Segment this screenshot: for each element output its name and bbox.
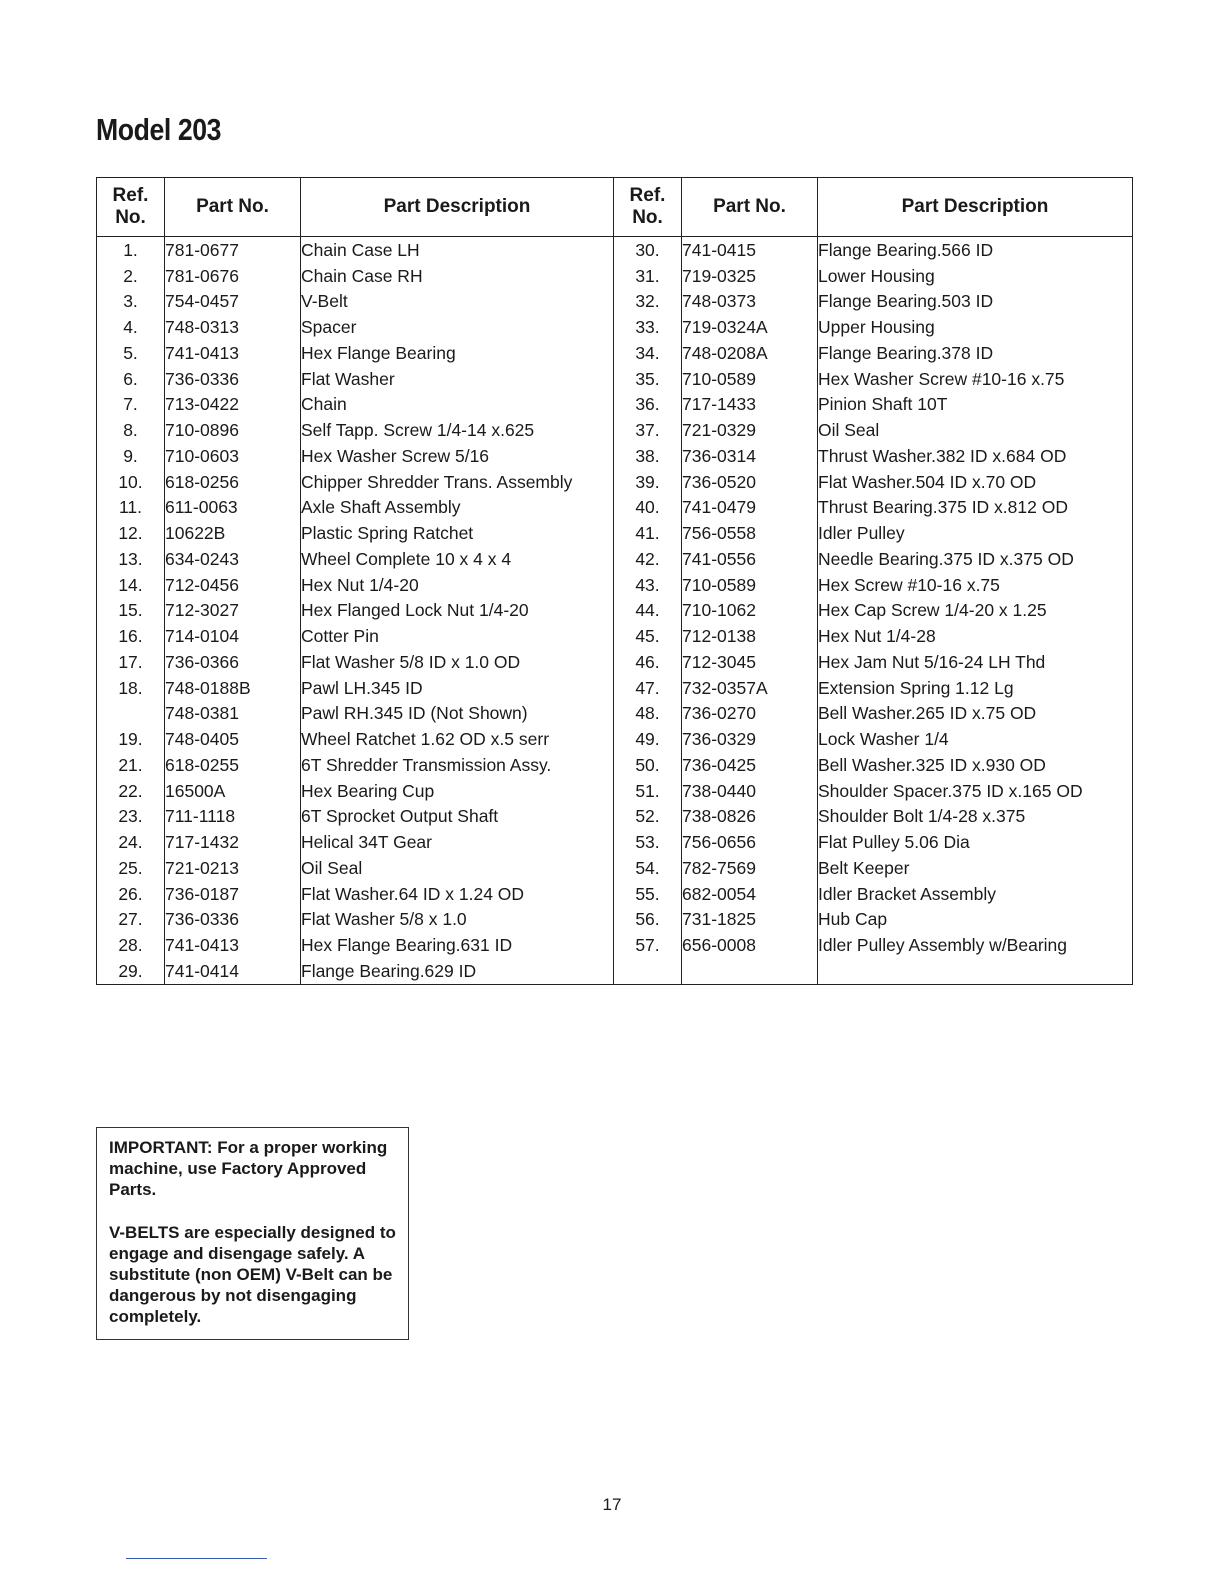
right-desc-cell: Hub Cap	[818, 907, 1133, 933]
right-part-no-cell: 782-7569	[682, 855, 818, 881]
right-ref-cell: 39.	[614, 469, 682, 495]
right-desc-cell: Flange Bearing.566 ID	[818, 237, 1133, 263]
left-part-no-cell: 741-0413	[165, 340, 301, 366]
table-row	[97, 881, 1133, 907]
left-part-no-cell: 736-0336	[165, 366, 301, 392]
right-desc-cell: Lower Housing	[818, 263, 1133, 289]
header-ref-left: Ref. No.	[97, 178, 165, 237]
left-ref-cell: 23.	[97, 804, 165, 830]
left-ref-cell: 15.	[97, 598, 165, 624]
left-part-no-cell: 741-0414	[165, 958, 301, 984]
left-desc-cell: 6T Shredder Transmission Assy.	[301, 752, 614, 778]
left-desc-cell: Cotter Pin	[301, 623, 614, 649]
right-desc-cell: Hex Jam Nut 5/16-24 LH Thd	[818, 649, 1133, 675]
right-ref-cell: 53.	[614, 829, 682, 855]
left-desc-cell: Chain	[301, 392, 614, 418]
parts-table-body	[97, 237, 1133, 985]
right-desc-cell	[818, 958, 1133, 984]
table-row	[97, 289, 1133, 315]
right-desc-cell: Bell Washer.265 ID x.75 OD	[818, 701, 1133, 727]
table-row	[97, 495, 1133, 521]
right-part-no-cell: 719-0325	[682, 263, 818, 289]
table-row	[97, 675, 1133, 701]
left-part-no-cell: 754-0457	[165, 289, 301, 315]
left-part-no-cell: 710-0896	[165, 417, 301, 443]
left-ref-cell: 27.	[97, 907, 165, 933]
left-desc-cell: Oil Seal	[301, 855, 614, 881]
right-desc-cell: Flat Washer.504 ID x.70 OD	[818, 469, 1133, 495]
left-desc-cell: Pawl RH.345 ID (Not Shown)	[301, 701, 614, 727]
right-part-no-cell: 721-0329	[682, 417, 818, 443]
left-desc-cell: Self Tapp. Screw 1/4-14 x.625	[301, 417, 614, 443]
left-part-no-cell: 611-0063	[165, 495, 301, 521]
right-ref-cell: 37.	[614, 417, 682, 443]
right-ref-cell: 40.	[614, 495, 682, 521]
left-ref-cell: 26.	[97, 881, 165, 907]
left-part-no-cell: 711-1118	[165, 804, 301, 830]
left-ref-cell: 18.	[97, 675, 165, 701]
left-desc-cell: Flat Washer 5/8 x 1.0	[301, 907, 614, 933]
right-desc-cell: Extension Spring 1.12 Lg	[818, 675, 1133, 701]
right-part-no-cell: 731-1825	[682, 907, 818, 933]
important-notice-text: IMPORTANT: For a proper working machine, use Factory Approved Parts.	[109, 1138, 388, 1200]
left-part-no-cell: 781-0677	[165, 237, 301, 263]
left-desc-cell: Wheel Ratchet 1.62 OD x.5 serr	[301, 726, 614, 752]
table-row	[97, 417, 1133, 443]
vbelt-warning-text: V-BELTS are especially designed to engage and disengage safely. A substitute (non OEM) V-Belt can be dangerous by not disengaging completely.	[109, 1222, 396, 1327]
left-part-no-cell: 717-1432	[165, 829, 301, 855]
right-ref-cell: 36.	[614, 392, 682, 418]
right-desc-cell: Flange Bearing.378 ID	[818, 340, 1133, 366]
left-ref-cell: 6.	[97, 366, 165, 392]
left-desc-cell: Chain Case LH	[301, 237, 614, 263]
important-notice-box	[96, 1127, 409, 1340]
right-desc-cell: Idler Pulley Assembly w/Bearing	[818, 932, 1133, 958]
table-row	[97, 314, 1133, 340]
right-desc-cell: Hex Washer Screw #10-16 x.75	[818, 366, 1133, 392]
right-ref-cell: 44.	[614, 598, 682, 624]
table-row	[97, 958, 1133, 984]
left-ref-cell: 1.	[97, 237, 165, 263]
right-ref-cell: 41.	[614, 520, 682, 546]
right-part-no-cell: 736-0520	[682, 469, 818, 495]
left-ref-cell: 13.	[97, 546, 165, 572]
table-row	[97, 546, 1133, 572]
right-part-no-cell: 756-0656	[682, 829, 818, 855]
table-row	[97, 237, 1133, 263]
header-part-no-left: Part No.	[165, 178, 301, 237]
right-part-no-cell: 736-0270	[682, 701, 818, 727]
footer-rule	[126, 1558, 267, 1559]
right-ref-cell: 31.	[614, 263, 682, 289]
right-part-no-cell: 736-0329	[682, 726, 818, 752]
right-ref-cell: 50.	[614, 752, 682, 778]
right-ref-cell: 47.	[614, 675, 682, 701]
right-part-no-cell: 717-1433	[682, 392, 818, 418]
left-desc-cell: Helical 34T Gear	[301, 829, 614, 855]
right-desc-cell: Thrust Bearing.375 ID x.812 OD	[818, 495, 1133, 521]
left-desc-cell: Chipper Shredder Trans. Assembly	[301, 469, 614, 495]
left-desc-cell: Flange Bearing.629 ID	[301, 958, 614, 984]
right-desc-cell: Thrust Washer.382 ID x.684 OD	[818, 443, 1133, 469]
table-row	[97, 263, 1133, 289]
right-desc-cell: Needle Bearing.375 ID x.375 OD	[818, 546, 1133, 572]
right-ref-cell: 49.	[614, 726, 682, 752]
left-part-no-cell: 721-0213	[165, 855, 301, 881]
table-row	[97, 829, 1133, 855]
left-desc-cell: Hex Nut 1/4-20	[301, 572, 614, 598]
left-part-no-cell: 748-0381	[165, 701, 301, 727]
right-part-no-cell: 682-0054	[682, 881, 818, 907]
right-ref-cell: 46.	[614, 649, 682, 675]
header-description-left: Part Description	[301, 178, 614, 237]
left-part-no-cell: 736-0366	[165, 649, 301, 675]
right-desc-cell: Belt Keeper	[818, 855, 1133, 881]
right-ref-cell: 57.	[614, 932, 682, 958]
left-part-no-cell: 741-0413	[165, 932, 301, 958]
right-ref-cell: 30.	[614, 237, 682, 263]
left-part-no-cell: 736-0336	[165, 907, 301, 933]
right-desc-cell: Lock Washer 1/4	[818, 726, 1133, 752]
right-desc-cell: Bell Washer.325 ID x.930 OD	[818, 752, 1133, 778]
table-row	[97, 778, 1133, 804]
left-desc-cell: Hex Flange Bearing	[301, 340, 614, 366]
left-desc-cell: V-Belt	[301, 289, 614, 315]
left-part-no-cell: 712-3027	[165, 598, 301, 624]
left-desc-cell: Plastic Spring Ratchet	[301, 520, 614, 546]
table-row	[97, 469, 1133, 495]
left-desc-cell: Hex Flanged Lock Nut 1/4-20	[301, 598, 614, 624]
left-ref-cell: 29.	[97, 958, 165, 984]
left-ref-cell: 3.	[97, 289, 165, 315]
table-row	[97, 392, 1133, 418]
right-part-no-cell: 710-0589	[682, 366, 818, 392]
left-part-no-cell: 618-0255	[165, 752, 301, 778]
left-ref-cell: 22.	[97, 778, 165, 804]
left-part-no-cell: 714-0104	[165, 623, 301, 649]
table-row	[97, 907, 1133, 933]
left-part-no-cell: 748-0313	[165, 314, 301, 340]
left-desc-cell: Flat Washer.64 ID x 1.24 OD	[301, 881, 614, 907]
left-ref-cell: 5.	[97, 340, 165, 366]
right-part-no-cell: 748-0373	[682, 289, 818, 315]
left-ref-cell: 16.	[97, 623, 165, 649]
table-row	[97, 340, 1133, 366]
right-desc-cell: Idler Pulley	[818, 520, 1133, 546]
left-desc-cell: Flat Washer 5/8 ID x 1.0 OD	[301, 649, 614, 675]
left-part-no-cell: 10622B	[165, 520, 301, 546]
right-desc-cell: Flange Bearing.503 ID	[818, 289, 1133, 315]
left-part-no-cell: 748-0405	[165, 726, 301, 752]
left-part-no-cell: 712-0456	[165, 572, 301, 598]
right-ref-cell: 34.	[614, 340, 682, 366]
table-row	[97, 623, 1133, 649]
right-desc-cell: Hex Nut 1/4-28	[818, 623, 1133, 649]
right-part-no-cell: 712-0138	[682, 623, 818, 649]
right-part-no-cell: 712-3045	[682, 649, 818, 675]
right-ref-cell: 32.	[614, 289, 682, 315]
left-desc-cell: Axle Shaft Assembly	[301, 495, 614, 521]
left-ref-cell: 9.	[97, 443, 165, 469]
table-row	[97, 443, 1133, 469]
right-part-no-cell: 656-0008	[682, 932, 818, 958]
right-ref-cell: 42.	[614, 546, 682, 572]
right-part-no-cell: 741-0556	[682, 546, 818, 572]
right-part-no-cell: 736-0425	[682, 752, 818, 778]
right-desc-cell: Oil Seal	[818, 417, 1133, 443]
right-ref-cell: 33.	[614, 314, 682, 340]
table-row	[97, 932, 1133, 958]
right-desc-cell: Pinion Shaft 10T	[818, 392, 1133, 418]
left-desc-cell: 6T Sprocket Output Shaft	[301, 804, 614, 830]
right-part-no-cell: 719-0324A	[682, 314, 818, 340]
header-description-right: Part Description	[818, 178, 1133, 237]
page-title: Model 203	[96, 112, 222, 147]
left-desc-cell: Wheel Complete 10 x 4 x 4	[301, 546, 614, 572]
right-part-no-cell: 748-0208A	[682, 340, 818, 366]
right-ref-cell: 54.	[614, 855, 682, 881]
table-row	[97, 649, 1133, 675]
left-ref-cell: 11.	[97, 495, 165, 521]
left-desc-cell: Flat Washer	[301, 366, 614, 392]
right-ref-cell: 51.	[614, 778, 682, 804]
left-ref-cell: 25.	[97, 855, 165, 881]
table-row	[97, 701, 1133, 727]
table-row	[97, 804, 1133, 830]
right-desc-cell: Upper Housing	[818, 314, 1133, 340]
right-ref-cell: 35.	[614, 366, 682, 392]
parts-table	[96, 177, 1133, 985]
table-row	[97, 752, 1133, 778]
right-ref-cell: 38.	[614, 443, 682, 469]
left-desc-cell: Pawl LH.345 ID	[301, 675, 614, 701]
table-row	[97, 572, 1133, 598]
right-ref-cell: 55.	[614, 881, 682, 907]
left-ref-cell: 8.	[97, 417, 165, 443]
right-ref-cell: 52.	[614, 804, 682, 830]
left-part-no-cell: 748-0188B	[165, 675, 301, 701]
left-part-no-cell: 710-0603	[165, 443, 301, 469]
right-ref-cell: 48.	[614, 701, 682, 727]
left-ref-cell: 21.	[97, 752, 165, 778]
left-desc-cell: Spacer	[301, 314, 614, 340]
right-part-no-cell: 732-0357A	[682, 675, 818, 701]
table-row	[97, 366, 1133, 392]
right-ref-cell: 56.	[614, 907, 682, 933]
right-desc-cell: Shoulder Bolt 1/4-28 x.375	[818, 804, 1133, 830]
left-part-no-cell: 16500A	[165, 778, 301, 804]
left-part-no-cell: 736-0187	[165, 881, 301, 907]
left-ref-cell: 4.	[97, 314, 165, 340]
right-desc-cell: Flat Pulley 5.06 Dia	[818, 829, 1133, 855]
left-ref-cell: 19.	[97, 726, 165, 752]
right-part-no-cell: 756-0558	[682, 520, 818, 546]
table-row	[97, 520, 1133, 546]
header-ref-right: Ref. No.	[614, 178, 682, 237]
left-desc-cell: Hex Washer Screw 5/16	[301, 443, 614, 469]
table-header-row	[97, 178, 1133, 237]
right-part-no-cell: 738-0826	[682, 804, 818, 830]
right-part-no-cell: 741-0479	[682, 495, 818, 521]
left-ref-cell: 7.	[97, 392, 165, 418]
right-part-no-cell: 741-0415	[682, 237, 818, 263]
left-part-no-cell: 781-0676	[165, 263, 301, 289]
table-row	[97, 855, 1133, 881]
left-ref-cell: 17.	[97, 649, 165, 675]
left-ref-cell: 12.	[97, 520, 165, 546]
header-part-no-right: Part No.	[682, 178, 818, 237]
table-row	[97, 726, 1133, 752]
left-desc-cell: Hex Flange Bearing.631 ID	[301, 932, 614, 958]
right-part-no-cell	[682, 958, 818, 984]
left-desc-cell: Hex Bearing Cup	[301, 778, 614, 804]
right-desc-cell: Idler Bracket Assembly	[818, 881, 1133, 907]
right-desc-cell: Shoulder Spacer.375 ID x.165 OD	[818, 778, 1133, 804]
right-desc-cell: Hex Screw #10-16 x.75	[818, 572, 1133, 598]
right-part-no-cell: 710-0589	[682, 572, 818, 598]
left-part-no-cell: 713-0422	[165, 392, 301, 418]
left-ref-cell: 14.	[97, 572, 165, 598]
left-ref-cell: 28.	[97, 932, 165, 958]
right-ref-cell: 45.	[614, 623, 682, 649]
right-ref-cell	[614, 958, 682, 984]
right-part-no-cell: 736-0314	[682, 443, 818, 469]
table-row	[97, 598, 1133, 624]
left-part-no-cell: 618-0256	[165, 469, 301, 495]
page-number: 17	[602, 1495, 622, 1514]
left-desc-cell: Chain Case RH	[301, 263, 614, 289]
right-ref-cell: 43.	[614, 572, 682, 598]
right-part-no-cell: 738-0440	[682, 778, 818, 804]
right-desc-cell: Hex Cap Screw 1/4-20 x 1.25	[818, 598, 1133, 624]
left-ref-cell: 2.	[97, 263, 165, 289]
left-ref-cell	[97, 701, 165, 727]
left-part-no-cell: 634-0243	[165, 546, 301, 572]
left-ref-cell: 24.	[97, 829, 165, 855]
left-ref-cell: 10.	[97, 469, 165, 495]
right-part-no-cell: 710-1062	[682, 598, 818, 624]
